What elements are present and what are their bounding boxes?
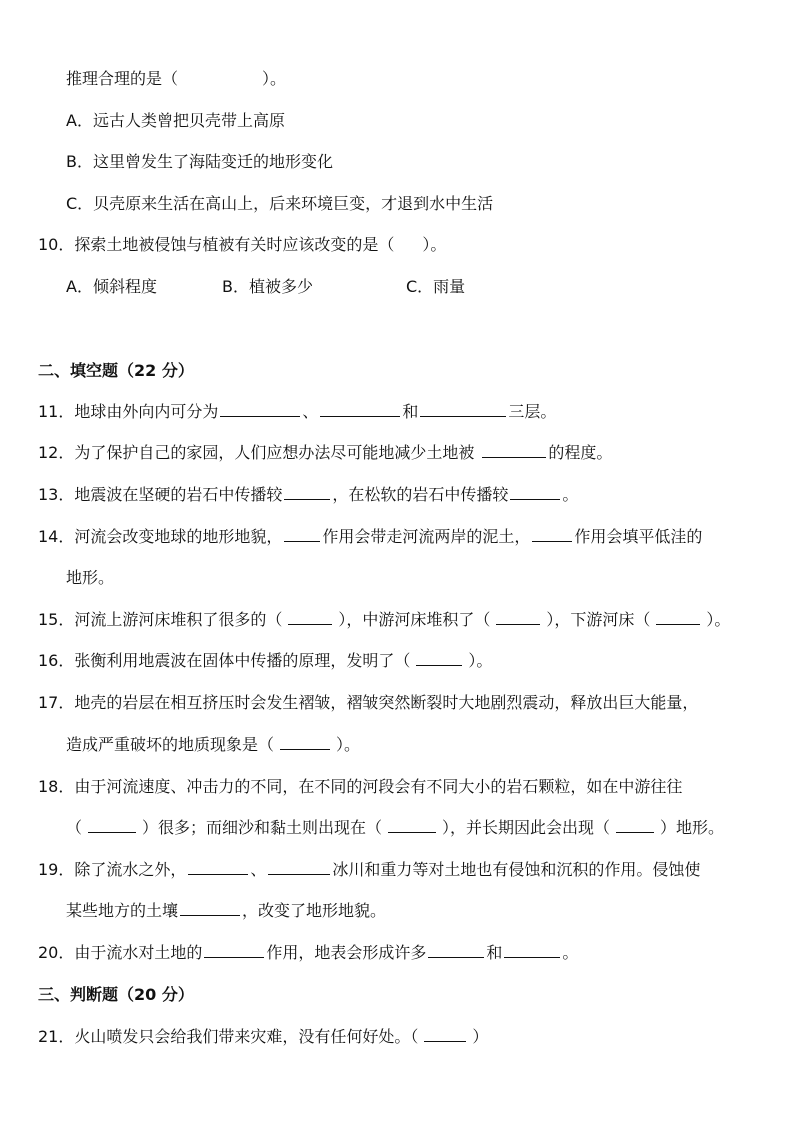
q17-line-1 [38, 692, 698, 714]
q9-option-c: C．贝壳原来生活在高山上，后来环境巨变，才退到水中生活 [66, 194, 494, 213]
q18-stem-mid: ）很多；而细沙和黏土则出现在（ [142, 818, 383, 837]
q19-number: 19． [38, 860, 75, 879]
section-2-title: 二、填空题（22 分） [38, 361, 194, 380]
q19-blank-1[interactable] [188, 859, 248, 875]
q20-stem-end: 。 [562, 943, 579, 962]
q15-stem: 河流上游河床堆积了很多的（ [74, 610, 283, 629]
q14-blank-2[interactable] [532, 526, 572, 542]
q18-blank-2[interactable] [388, 817, 436, 833]
q11-and: 和 [402, 402, 419, 421]
q19-stem: 除了流水之外， [74, 860, 187, 879]
section-3-title: 三、判断题（20 分） [38, 985, 194, 1004]
q14-line-2: 地形。 [66, 568, 115, 587]
q13-blank-1[interactable] [284, 484, 330, 500]
q15-blank-2[interactable] [496, 609, 540, 625]
q14-number: 14． [38, 527, 75, 546]
q16-blank[interactable] [416, 650, 462, 666]
q17-line-2 [66, 734, 360, 756]
q10-line [38, 234, 446, 256]
q12-stem: 为了保护自己的家园，人们应想办法尽可能地减少土地被 [74, 443, 475, 462]
q19-stem-mid: 冰川和重力等对土地也有侵蚀和沉积的作用。侵蚀使 [332, 860, 701, 879]
q10-stem-close: ）。 [422, 235, 447, 254]
q13-line [38, 484, 578, 506]
q10-option-c: C．雨量 [406, 277, 466, 296]
q21-blank[interactable] [424, 1026, 466, 1042]
q20-line [38, 942, 578, 964]
q15-line [38, 609, 730, 631]
q20-blank-2[interactable] [428, 942, 484, 958]
q11-blank-3[interactable] [420, 401, 506, 417]
q15-stem-mid: ），中游河床堆积了（ [338, 610, 491, 629]
q19-stem-end: ，改变了地形地貌。 [242, 901, 387, 920]
q20-number: 20． [38, 943, 75, 962]
q14-stem-mid: 作用会带走河流两岸的泥土， [322, 527, 531, 546]
q11-blank-1[interactable] [220, 401, 300, 417]
q20-stem: 由于流水对土地的 [74, 943, 203, 962]
q11-separator: 、 [302, 402, 319, 421]
q11-blank-2[interactable] [320, 401, 400, 417]
q12-line [38, 442, 612, 464]
q21-stem: 火山喷发只会给我们带来灾难，没有任何好处。（ [74, 1027, 419, 1046]
q19-line-1 [38, 859, 700, 881]
q21-stem-end: ） [472, 1027, 489, 1046]
q14-stem: 河流会改变地球的地形地貌， [74, 527, 283, 546]
q17-stem-end: ）。 [336, 735, 361, 754]
q15-blank-1[interactable] [288, 609, 332, 625]
q15-blank-3[interactable] [656, 609, 700, 625]
q17-number: 17． [38, 693, 75, 712]
q17-stem: 地壳的岩层在相互挤压时会发生褶皱，褶皱突然断裂时大地剧烈震动，释放出巨大能量， [74, 693, 699, 712]
q21-number: 21． [38, 1027, 75, 1046]
q12-blank[interactable] [482, 442, 546, 458]
q13-stem-end: 。 [562, 485, 579, 504]
q16-stem-end: ）。 [468, 651, 493, 670]
q20-blank-3[interactable] [504, 942, 560, 958]
q13-blank-2[interactable] [510, 484, 560, 500]
q15-stem-end: ）。 [706, 610, 731, 629]
q9-stem-close: ）。 [262, 69, 287, 88]
q19-separator: 、 [250, 860, 267, 879]
q11-stem: 地球由外向内可分为 [74, 402, 219, 421]
q11-stem-end: 三层。 [508, 402, 557, 421]
q18-line-2 [66, 817, 724, 839]
q15-number: 15． [38, 610, 75, 629]
q11-line [38, 401, 556, 423]
q17-blank[interactable] [280, 734, 330, 750]
q10-options [66, 276, 465, 298]
q10-option-b: B．植被多少 [222, 277, 313, 296]
q15-stem-mid-2: ），下游河床（ [546, 610, 651, 629]
q20-stem-mid: 作用，地表会形成许多 [266, 943, 427, 962]
q21-line [38, 1026, 488, 1048]
q9-option-b: B．这里曾发生了海陆变迁的地形变化 [66, 152, 333, 171]
q10-number: 10． [38, 235, 75, 254]
q14-line-1 [38, 526, 702, 548]
q10-option-a: A．倾斜程度 [66, 277, 157, 296]
q18-blank-1[interactable] [88, 817, 136, 833]
q13-stem: 地震波在坚硬的岩石中传播较 [74, 485, 283, 504]
q18-paren-open: （ [66, 818, 83, 837]
q19-blank-3[interactable] [180, 900, 240, 916]
q16-stem: 张衡利用地震波在固体中传播的原理，发明了（ [74, 651, 411, 670]
q20-and: 和 [486, 943, 503, 962]
q11-number: 11． [38, 402, 75, 421]
q19-stem-cont: 某些地方的土壤 [66, 901, 179, 920]
q19-line-2 [66, 900, 386, 922]
q18-stem-mid-2: ），并长期因此会出现（ [442, 818, 611, 837]
q16-number: 16． [38, 651, 75, 670]
q18-number: 18． [38, 777, 75, 796]
q19-blank-2[interactable] [268, 859, 330, 875]
q18-stem: 由于河流速度、冲击力的不同，在不同的河段会有不同大小的岩石颗粒，如在中游往往 [74, 777, 683, 796]
q14-blank-1[interactable] [284, 526, 320, 542]
q18-stem-end: ）地形。 [660, 818, 725, 837]
q9-continuation [66, 68, 286, 90]
q16-line [38, 650, 492, 672]
q17-stem-cont: 造成严重破坏的地质现象是（ [66, 735, 275, 754]
q9-option-a: A．远古人类曾把贝壳带上高原 [66, 111, 285, 130]
q12-number: 12． [38, 443, 75, 462]
q18-line-1 [38, 776, 682, 798]
q14-stem-tail: 作用会填平低洼的 [574, 527, 703, 546]
q10-stem: 探索土地被侵蚀与植被有关时应该改变的是（ [74, 235, 395, 254]
q20-blank-1[interactable] [204, 942, 264, 958]
q9-stem-end: 推理合理的是（ [66, 69, 179, 88]
q13-number: 13． [38, 485, 75, 504]
q12-stem-end: 的程度。 [548, 443, 613, 462]
q13-stem-mid: ，在松软的岩石中传播较 [332, 485, 509, 504]
q18-blank-3[interactable] [616, 817, 654, 833]
